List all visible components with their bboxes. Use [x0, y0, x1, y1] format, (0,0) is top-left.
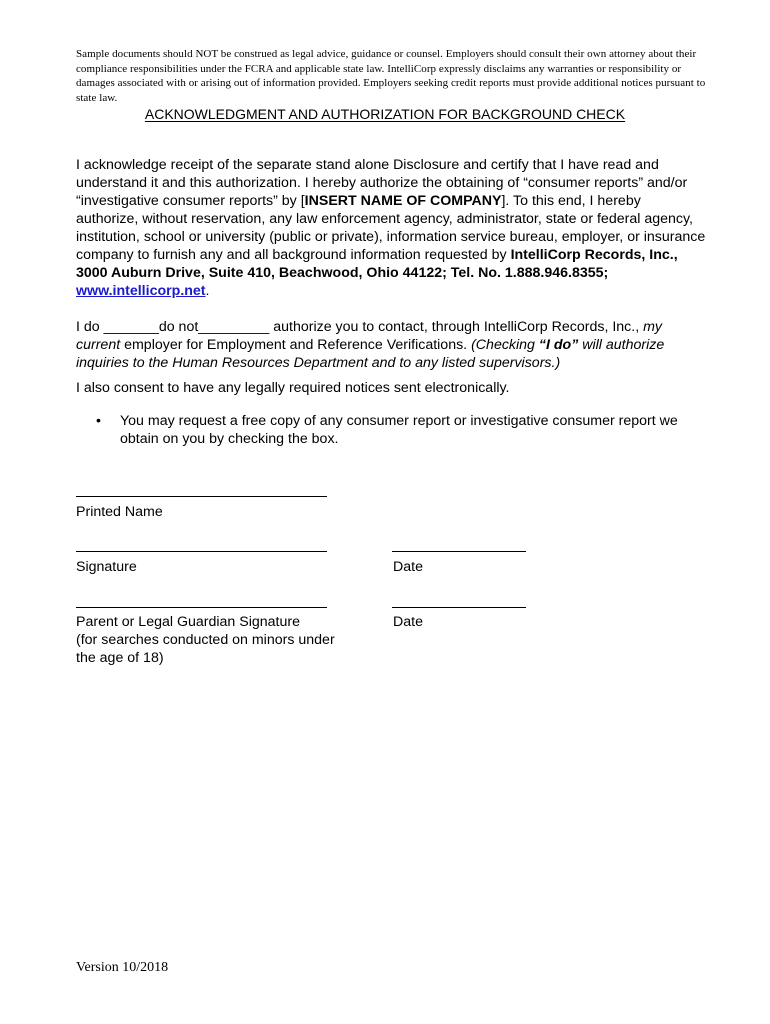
employer-contact-italic-b: (Checking — [471, 337, 539, 353]
legal-disclaimer: Sample documents should NOT be construed as legal advice, guidance or counsel. Employers should consult their own attorney about their compliance responsibilities under the FCRA and applicable state law. IntelliCorp expressly disclaims any warranties or responsibility or damages associated with or arising out of information provided. Employers seeking credit reports must provide additional notices pursuant to state law. — [76, 48, 706, 104]
signature-line[interactable] — [76, 551, 327, 552]
i-do-emphasis: “I do” — [538, 337, 579, 353]
bullet-icon: • — [96, 413, 101, 429]
free-copy-bullet — [96, 412, 706, 448]
guardian-signature-line[interactable] — [76, 607, 327, 608]
employer-contact-italic-a: my current — [76, 319, 663, 353]
employer-contact-text-b: employer for Employment and Reference Verifications. — [120, 337, 472, 353]
guardian-note-line-1: (for searches conducted on minors under — [76, 632, 335, 648]
electronic-notice-consent: I also consent to have any legally required notices sent electronically. — [76, 380, 510, 396]
printed-name-line[interactable] — [76, 496, 327, 497]
guardian-signature-label: Parent or Legal Guardian Signature — [76, 614, 300, 630]
employer-contact-italic-c: will authorize inquiries to the Human Resources Department and to any listed supervisors.) — [76, 337, 665, 371]
intellicorp-website-link[interactable]: www.intellicorp.net — [76, 283, 206, 299]
signature-label: Signature — [76, 559, 137, 575]
company-name-placeholder: INSERT NAME OF COMPANY — [304, 193, 502, 209]
date-line-1[interactable] — [392, 551, 526, 552]
date-label-1: Date — [393, 559, 423, 575]
authorization-text-end: . — [205, 283, 210, 299]
guardian-note-line-2: the age of 18) — [76, 650, 164, 666]
document-title: ACKNOWLEDGMENT AND AUTHORIZATION FOR BACKGROUND CHECK — [144, 106, 626, 122]
printed-name-label: Printed Name — [76, 504, 163, 520]
intellicorp-address: IntelliCorp Records, Inc., 3000 Auburn Drive, Suite 410, Beachwood, Ohio 44122; Tel. No. 1.888.946.8355; — [76, 247, 678, 281]
authorization-paragraph — [76, 156, 706, 300]
employer-contact-paragraph — [76, 318, 706, 372]
authorization-text-b: ]. To this end, I hereby authorize, without reservation, any law enforcement agency, administrator, state or federal agency, institution, school or university (public or private), information service bureau, employer, or insurance company to furnish any and all background information requested by — [76, 193, 706, 263]
authorization-text-a: I acknowledge receipt of the separate stand alone Disclosure and certify that I have read and understand it and this authorization. I hereby authorize the obtaining of “consumer reports” and/or “investigative consumer reports” by [ — [76, 157, 688, 209]
date-label-2: Date — [393, 614, 423, 630]
date-line-2[interactable] — [392, 607, 526, 608]
employer-contact-text-a: I do _______do not_________ authorize you to contact, through IntelliCorp Records, Inc., — [76, 319, 644, 335]
free-copy-text: You may request a free copy of any consumer report or investigative consumer report we obtain on you by checking the box. — [120, 413, 678, 447]
version-label: Version 10/2018 — [76, 960, 169, 975]
